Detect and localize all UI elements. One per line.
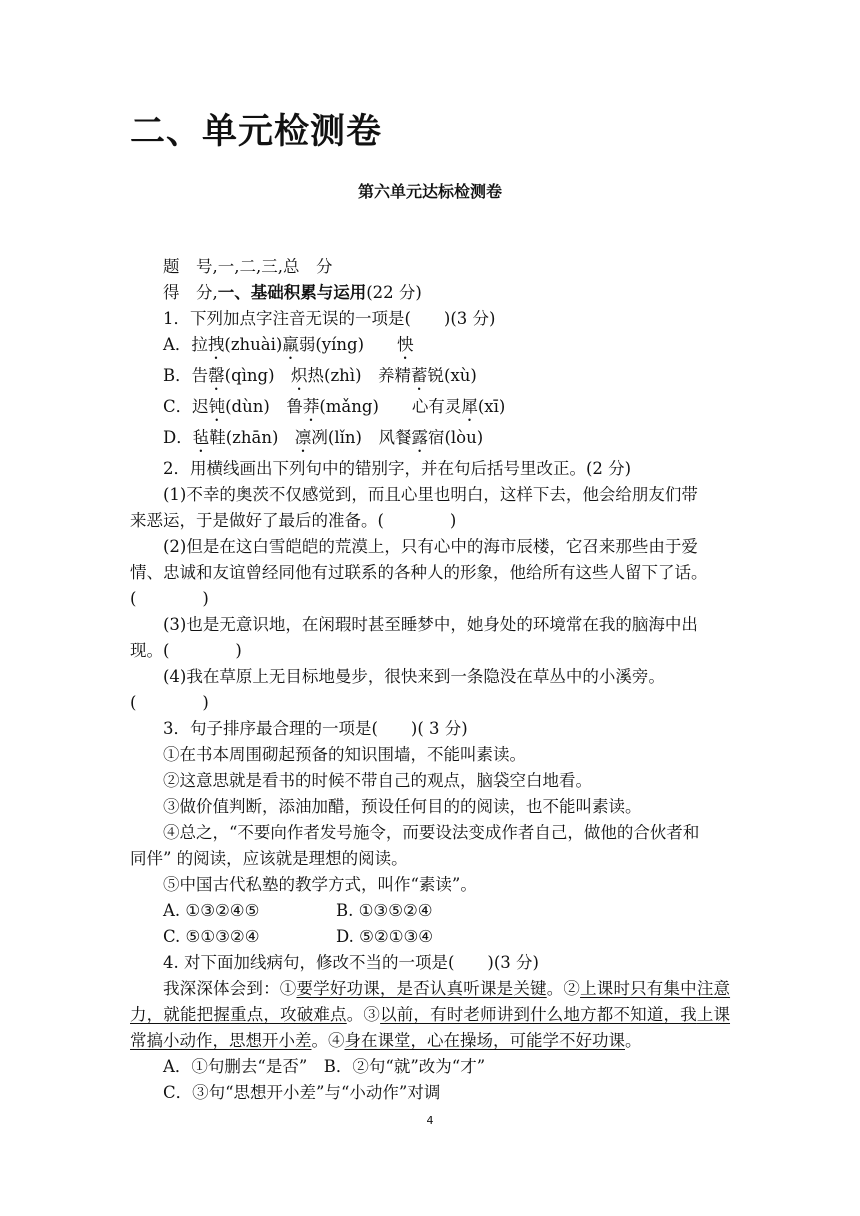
q3-item-4: ④总之，“不要向作者发号施令，而要设法变成作者自己，做他的合伙者和: [163, 823, 700, 842]
q1-option-b: [130, 363, 730, 394]
q1-option-a: [130, 332, 730, 363]
q4-option-c: C．③句“思想开小差”与“小动作”对调: [163, 1083, 441, 1102]
q3-stem: 3．句子排序最合理的一项是( )( 3 分): [163, 719, 468, 738]
option-text: 迟: [192, 397, 209, 416]
section-title: 二、单元检测卷: [130, 112, 383, 152]
underlined-sentence-3: 以前，有时老师讲到什么地方都不知道，我: [380, 1005, 697, 1024]
q3-item-4-cont: 同伴” 的阅读，应该就是理想的阅读。: [130, 849, 408, 868]
q2-stem: 2．用横线画出下列句中的错别字，并在句后括号里改正。(2 分): [163, 459, 632, 478]
q1-option-d: [130, 425, 730, 456]
q2-sentence-2-cont: 情、忠诚和友谊曾经同他有过联系的各种人的形象，他给所有这些人留下了话。: [130, 563, 708, 582]
q3-options-row-1: [130, 898, 730, 924]
q2-sentence-1: (1)不幸的奥茨不仅感觉到，而且心里也明白，这样下去，他会给朋友们带: [163, 485, 698, 504]
exam-title: 第六单元达标检测卷: [357, 182, 502, 201]
dotted-char: 钝: [208, 397, 226, 416]
q4-option-ab: A．①句删去“是否” B．②句“就”改为“才”: [163, 1057, 486, 1076]
q3-option-d: D. ⑤②①③④: [336, 927, 434, 946]
option-text: (zhuài): [224, 335, 283, 354]
option-text: (mǎng) 心有灵: [319, 397, 462, 416]
option-text: 拉: [191, 335, 208, 354]
option-text: (qìng): [224, 366, 292, 385]
underlined-sentence-2: 上课时只有集中注: [580, 979, 714, 998]
option-text: 热(zhì) 养精: [307, 366, 412, 385]
passage-text: 我深深体会到：①: [163, 979, 297, 998]
score-table-row-1: 题 号,一,二,三,总 分: [163, 257, 333, 276]
q3-option-a: A. ①③②④⑤: [163, 901, 260, 920]
q3-option-c: C. ⑤①③②④: [163, 927, 260, 946]
q3-item-2: ②这意思就是看书的时候不带自己的观点，脑袋空白地看。: [163, 771, 592, 790]
exam-body: [130, 254, 730, 1106]
q3-item-5: ⑤中国古代私塾的教学方式，叫作“素读”。: [163, 875, 477, 894]
option-text: 锐(xù): [427, 366, 477, 385]
part1-points: (22 分): [366, 283, 422, 302]
score-table-row-2: [130, 280, 730, 306]
passage-text: 。②: [546, 979, 581, 998]
q1-option-c: [130, 394, 730, 425]
q1-option-label: D．: [163, 428, 193, 447]
option-text: 鞋: [209, 428, 226, 447]
page-number: 4: [426, 1114, 434, 1127]
option-text: 告: [191, 366, 209, 385]
dotted-char: 羸: [282, 335, 299, 354]
q3-item-1: ①在书本周围砌起预备的知识围墙，不能叫素读。: [163, 745, 526, 764]
q2-sentence-3-cont: 现。( ): [130, 641, 242, 660]
underlined-sentence-2: 意力，就能把握重点，攻破难点: [130, 979, 731, 1024]
option-text: 弱(yíng): [298, 335, 398, 354]
dotted-char: 露: [411, 428, 428, 447]
dotted-char: 犀: [461, 397, 478, 416]
score-row-prefix: 得 分,: [163, 283, 218, 302]
q2-sentence-1-cont: 来恶运，于是做好了最后的准备。( ): [130, 511, 457, 530]
q4-passage: [130, 976, 730, 1054]
q2-sentence-2-answer: ( ): [130, 589, 209, 608]
q1-option-label: A．: [163, 335, 192, 354]
q2-sentence-2: (2)但是在这白雪皑皑的荒漠上，只有心中的海市辰楼，它召来那些由于爱: [163, 537, 698, 556]
dotted-char: 炽: [291, 366, 308, 385]
dotted-char: 拽: [207, 335, 225, 354]
dotted-char: 凛: [294, 428, 312, 447]
q2-sentence-4: (4)我在草原上无目标地曼步，很快来到一条隐没在草丛中的小溪旁。: [163, 667, 665, 686]
q1-option-label: B．: [163, 366, 192, 385]
q3-options-row-2: [130, 924, 730, 950]
q1-stem: 1．下列加点字注音无误的一项是( )(3 分): [163, 309, 496, 328]
dotted-char: 莽: [302, 397, 320, 416]
q4-stem: 4. 对下面加线病句，修改不当的一项是( )(3 分): [163, 953, 539, 972]
passage-text: 。④: [311, 1031, 345, 1050]
dotted-char: 罄: [208, 366, 225, 385]
passage-text: 。: [625, 1031, 642, 1050]
q3-option-b: B. ①③⑤②④: [336, 901, 433, 920]
option-text: 宿(lòu): [427, 428, 484, 447]
underlined-sentence-3: 上课常搞小动作，思想开小差: [130, 1005, 731, 1050]
q3-item-3: ③做价值判断，添油加醋，预设任何目的的阅读，也不能叫素读。: [163, 797, 642, 816]
underlined-sentence-1: 要学好功课，是否认真听课是关键: [296, 979, 547, 998]
q2-sentence-4-answer: ( ): [130, 693, 209, 712]
option-text: (dùn) 鲁: [225, 397, 303, 416]
passage-text: 。③: [346, 1005, 381, 1024]
dotted-char: 蓄: [411, 366, 428, 385]
dotted-char: 毡: [192, 428, 210, 447]
underlined-sentence-4: 身在课堂，心在操场，可能学不好功课: [344, 1031, 625, 1050]
option-text: 冽(lǐn) 风餐: [311, 428, 412, 447]
dotted-char: 怏: [397, 335, 414, 354]
option-text: (zhān): [225, 428, 295, 447]
option-text: (xī): [477, 397, 506, 416]
q1-option-label: C．: [163, 397, 193, 416]
part1-heading: 一、基础积累与运用: [217, 283, 367, 302]
q2-sentence-3: (3)也是无意识地，在闲瑕时甚至睡梦中，她身处的环境常在我的脑海中出: [163, 615, 698, 634]
